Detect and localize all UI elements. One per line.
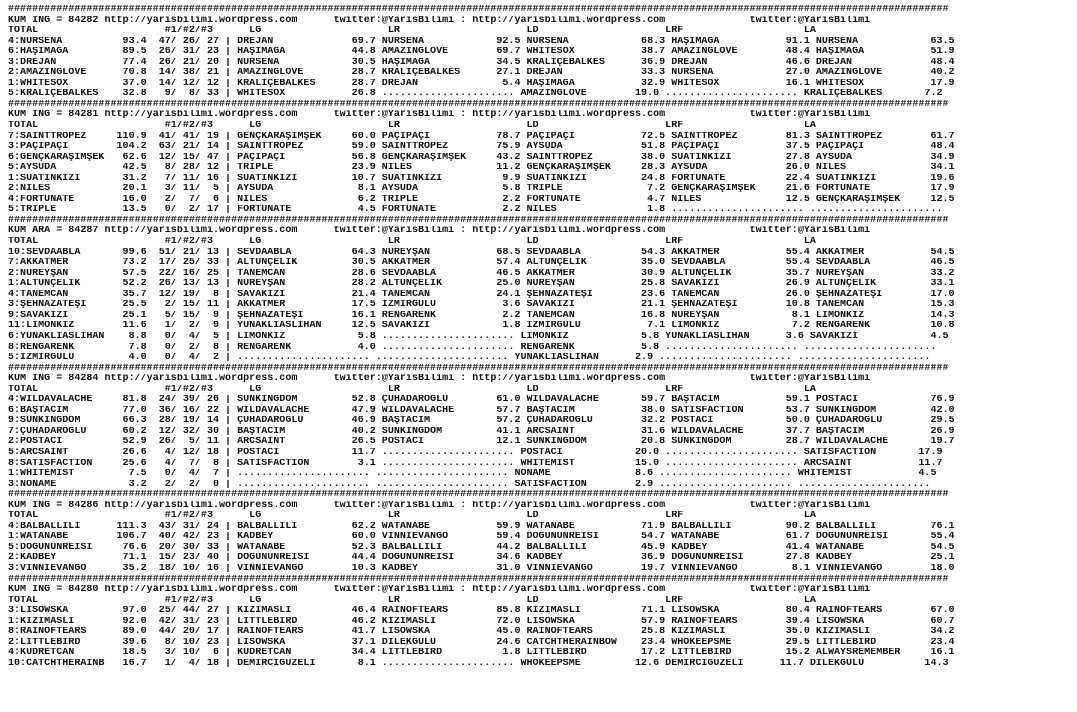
data-row: 1:KIZIMASLI 92.0 42/ 31/ 23 | LITTLEBIRD 46.2 KIZIMASLI 72.0 LISOWSKA 57.9 RAINOFTEARS 39.4 LISOWSKA 60.7	[8, 616, 955, 627]
race-header: KUM ING = 84280 http://yarisbilimi.wordpress.com twitter:@YarisBilimi : http://yarisbilimi.wordpress.com twitter:@YarisBilimi	[8, 585, 871, 596]
data-row: 4:TANEMCAN 35.7 12/ 19/ 8 | SAVAKİZİ 21.4 TANEMCAN 24.1 ŞEHNAZATEŞİ 23.6 TANEMCAN 26.0 ŞEHNAZATEŞİ 17.0	[8, 289, 955, 300]
data-row: 2:KADBEY 71.1 15/ 23/ 40 | DOĞUNUNREİSİ 44.4 DOĞUNUNREİSİ 34.6 KADBEY 36.9 DOĞUNUNREİSİ 27.8 KADBEY 25.1	[8, 553, 955, 564]
race-header: KUM ING = 84284 http://yarisbilimi.wordpress.com twitter:@YarisBilimi : http://yarisbilimi.wordpress.com twitter:@YarisBilimi	[8, 374, 871, 385]
section-separator: ############################################################################################################################################################	[8, 5, 949, 15]
data-row: 1:WHITESOX 37.0 14/ 12/ 12 | KRALIÇEBALKES 28.7 DREJAN 5.4 HAŞIMAĞA 32.9 WHITESOX 16.1 WHITESOX 17.9	[8, 78, 955, 89]
data-row: 3:NONAME 3.2 2/ 2/ 0 | ...................... ...................... SATISFACTION 2.9 ...................... ......................	[8, 479, 931, 490]
data-row: 10:CATCHTHERAINB 16.7 1/ 4/ 18 | DEMIRCIGÜZELİ 8.1 ...................... WHOKEEPSME 12.6 DEMIRCIGÜZELİ 11.7 DİLEKGÜLÜ 14.3	[8, 658, 949, 669]
data-row: 4:KUDRETCAN 18.5 3/ 10/ 6 | KUDRETCAN 34.4 LITTLEBIRD 1.8 LITTLEBIRD 17.2 LITTLEBIRD 15.2 ALWAYSREMEMBER 16.1	[8, 648, 955, 659]
data-row: 8:RAINOFTEARS 89.0 44/ 20/ 17 | RAINOFTEARS 41.7 LISOWSKA 45.0 RAINOFTEARS 25.8 KIZIMASLI 35.0 KIZIMASLI 34.2	[8, 627, 955, 638]
data-row: 8:RENGARENK 7.8 0/ 2/ 8 | RENGARENK 4.0 ...................... RENGARENK 5.8 ...................... ......................	[8, 342, 937, 353]
data-row: 7:SAINTTROPEZ 110.9 41/ 41/ 19 | GENÇKARAŞIMŞEK 60.0 PAÇIPAÇI 78.7 PAÇIPAÇI 72.5 SAINTTROPEZ 81.3 SAINTTROPEZ 61.7	[8, 131, 955, 142]
data-row: 2:NILES 20.1 3/ 11/ 5 | AYSUDA 8.1 AYSUDA 5.8 TRIPLE 7.2 GENÇKARAŞIMŞEK 21.6 FORTUNATE 17.9	[8, 184, 955, 195]
column-header-row: TOTAL #1/#2/#3 LG LR LD LRF LA	[8, 384, 816, 395]
column-header-row: TOTAL #1/#2/#3 LG LR LD LRF LA	[8, 121, 816, 132]
data-row: 3:DREJAN 77.4 26/ 21/ 20 | NURSENA 30.5 HAŞIMAĞA 34.5 KRALIÇEBALKES 36.9 DREJAN 46.6 DREJAN 48.4	[8, 57, 955, 68]
data-row: 11:LİMONKIZ 11.6 1/ 2/ 9 | YUNAKLIASLIHAN 12.5 SAVAKİZİ 1.8 İZMİRGÜLÜ 7.1 LİMONKIZ 7.2 RENGARENK 10.8	[8, 321, 955, 332]
data-row: 6:YUNAKLIASLIHAN 8.8 0/ 4/ 5 | LİMONKIZ 5.8 ...................... LİMONKIZ 5.8 YUNAKLIASLIHAN 3.6 SAVAKİZİ 4.5	[8, 331, 949, 342]
data-row: 2:POSTACI 52.9 26/ 5/ 11 | ARCSAINT 26.5 POSTACI 12.1 SUNKINGDOM 20.8 SUNKINGDOM 28.7 WILDAVALACHE 19.7	[8, 437, 955, 448]
section-separator: ############################################################################################################################################################	[8, 99, 949, 110]
data-row: 5:AYSUDA 42.5 8/ 28/ 12 | TRIPLE 23.9 NILES 11.2 GENÇKARAŞIMŞEK 28.3 AYSUDA 26.0 NILES 34.1	[8, 163, 955, 174]
data-row: 7:ÇUHADAROĞLU 60.2 12/ 32/ 30 | BAŞTACIM 40.2 SUNKINGDOM 41.1 ARCSAINT 31.6 WILDAVALACHE 37.7 BAŞTACIM 26.9	[8, 426, 955, 437]
data-row: 5:DOĞUNUNREİSİ 76.6 20/ 30/ 33 | WATANABE 52.3 BALBALLILI 44.2 BALBALLILI 45.9 KADBEY 41.4 WATANABE 54.5	[8, 542, 955, 553]
data-row: 1:ALTUNÇELİK 52.2 26/ 13/ 13 | NUREYŞAN 28.2 ALTUNÇELİK 25.0 NUREYŞAN 25.8 SAVAKİZİ 26.9 ALTUNÇELİK 33.1	[8, 279, 955, 290]
data-row: 5:İZMİRGÜLÜ 4.0 0/ 4/ 2 | ...................... ...................... YUNAKLIASLIHAN 2.9 ...................... ......................	[8, 353, 931, 364]
data-row: 5:ARCSAINT 26.6 4/ 12/ 18 | POSTACI 11.7 ...................... POSTACI 20.0 ...................... SATISFACTION 17.9	[8, 447, 943, 458]
data-row: 2:NUREYŞAN 57.5 22/ 16/ 25 | TANEMCAN 28.6 SEVDAABLA 46.5 AKKATMER 30.9 ALTUNÇELİK 35.7 NUREYŞAN 33.2	[8, 268, 955, 279]
section-separator: ############################################################################################################################################################	[8, 574, 949, 585]
data-row: 2:LITTLEBIRD 39.6 8/ 10/ 23 | LISOWSKA 37.1 DİLEKGÜLÜ 24.6 CATCHTHERAINBOW 23.4 WHOKEEPSME 29.5 LITTLEBIRD 23.4	[8, 637, 955, 648]
data-row: 6:BAŞTACIM 77.0 36/ 16/ 22 | WILDAVALACHE 47.9 WILDAVALACHE 57.7 BAŞTACIM 38.0 SATISFACTION 53.7 SUNKINGDOM 42.0	[8, 405, 955, 416]
data-row: 10:SEVDAABLA 99.6 51/ 21/ 13 | SEVDAABLA 64.3 NUREYŞAN 68.5 SEVDAABLA 54.3 AKKATMER 55.4 AKKATMER 54.5	[8, 247, 955, 258]
data-row: 3:LISOWSKA 97.0 25/ 44/ 27 | KIZIMASLI 46.4 RAINOFTEARS 85.8 KIZIMASLI 71.1 LISOWSKA 80.4 RAINOFTEARS 67.0	[8, 606, 955, 617]
data-row: 4:BALBALLILI 111.3 43/ 31/ 24 | BALBALLILI 62.2 WATANABE 59.9 WATANABE 71.9 BALBALLILI 90.2 BALBALLILI 76.1	[8, 521, 955, 532]
column-header-row: TOTAL #1/#2/#3 LG LR LD LRF LA	[8, 237, 816, 248]
data-row: 5:KRALIÇEBALKES 32.8 9/ 8/ 33 | WHITESOX 26.8 ...................... AMAZINGLOVE 19.0 ...................... KRALIÇEBALKES 7.2	[8, 89, 943, 100]
section-separator: ############################################################################################################################################################	[8, 215, 949, 226]
data-row: 2:AMAZINGLOVE 70.8 14/ 38/ 21 | AMAZINGLOVE 28.7 KRALIÇEBALKES 27.1 DREJAN 33.3 NURSENA 27.0 AMAZINGLOVE 40.2	[8, 68, 955, 79]
column-header-row: TOTAL #1/#2/#3 LG LR LD LRF LA	[8, 26, 816, 37]
data-row: 3:PAÇIPAÇI 104.2 63/ 21/ 14 | SAINTTROPEZ 59.0 SAINTTROPEZ 75.9 AYSUDA 51.8 PAÇIPAÇI 37.5 PAÇIPAÇI 48.4	[8, 142, 955, 153]
data-row: 4:WILDAVALACHE 81.8 24/ 39/ 26 | SUNKINGDOM 52.8 ÇUHADAROĞLU 61.0 WILDAVALACHE 59.7 BAŞTACIM 59.1 POSTACI 76.9	[8, 395, 955, 406]
race-statistics-document	[8, 5, 1076, 669]
data-row: 6:GENÇKARAŞIMŞEK 62.6 12/ 15/ 47 | PAÇIPAÇI 56.8 GENÇKARAŞIMŞEK 43.2 SAINTTROPEZ 38.0 SUATINKIZI 27.8 AYSUDA 34.9	[8, 152, 955, 163]
column-header-row: TOTAL #1/#2/#3 LG LR LD LRF LA	[8, 511, 816, 522]
race-header: KUM ING = 84282 http://yarisbilimi.wordpress.com twitter:@YarisBilimi : http://yarisbilimi.wordpress.com twitter:@YarisBilimi	[8, 15, 871, 26]
data-row: 9:SAVAKİZİ 25.1 5/ 15/ 9 | ŞEHNAZATEŞİ 16.1 RENGARENK 2.2 TANEMCAN 16.8 NUREYŞAN 8.1 LİMONKIZ 14.3	[8, 310, 955, 321]
section-separator: ############################################################################################################################################################	[8, 490, 949, 501]
column-header-row: TOTAL #1/#2/#3 LG LR LD LRF LA	[8, 595, 816, 606]
data-row: 1:SUATINKIZI 31.2 7/ 11/ 16 | SUATINKIZI 10.7 SUATINKIZI 9.9 SUATINKIZI 24.8 FORTUNATE 22.4 SUATINKIZI 19.6	[8, 173, 955, 184]
data-row: 1:WHITEMIST 7.5 0/ 4/ 7 | ...................... ...................... NONAME 8.6 ...................... WHITEMIST 4.5	[8, 469, 937, 480]
data-row: 9:SUNKINGDOM 66.3 28/ 19/ 14 | ÇUHADAROĞLU 46.9 BAŞTACIM 57.2 ÇUHADAROĞLU 32.2 POSTACI 50.0 ÇUHADAROĞLU 29.5	[8, 416, 955, 427]
data-row: 5:TRIPLE 13.5 0/ 2/ 17 | FORTUNATE 4.5 FORTUNATE 2.2 NILES 1.8 ...................... ......................	[8, 205, 943, 216]
data-row: 6:HAŞIMAĞA 89.5 26/ 31/ 23 | HAŞIMAĞA 44.8 AMAZINGLOVE 69.7 WHITESOX 38.7 AMAZINGLOVE 48.4 HAŞIMAĞA 51.9	[8, 47, 955, 58]
data-row: 3:VINNIEVANGO 35.2 18/ 10/ 16 | VINNIEVANGO 10.3 KADBEY 31.0 VINNIEVANGO 19.7 VINNIEVANGO 8.1 VINNIEVANGO 18.0	[8, 563, 955, 574]
data-row: 7:AKKATMER 73.2 17/ 25/ 33 | ALTUNÇELİK 30.5 AKKATMER 57.4 ALTUNÇELİK 35.0 SEVDAABLA 55.4 SEVDAABLA 46.5	[8, 258, 955, 269]
race-header: KUM ING = 84286 http://yarisbilimi.wordpress.com twitter:@YarisBilimi : http://yarisbilimi.wordpress.com twitter:@YarisBilimi	[8, 500, 871, 511]
data-row: 4:NURSENA 93.4 47/ 26/ 27 | DREJAN 69.7 NURSENA 92.5 NURSENA 68.3 HAŞIMAĞA 91.1 NURSENA 63.5	[8, 36, 955, 47]
race-header: KUM ARA = 84287 http://yarisbilimi.wordpress.com twitter:@YarisBilimi : http://yarisbilimi.wordpress.com twitter:@YarisBilimi	[8, 226, 871, 237]
data-row: 4:FORTUNATE 16.0 2/ 7/ 6 | NILES 6.2 TRIPLE 2.2 FORTUNATE 4.7 NILES 12.5 GENÇKARAŞIMŞEK 12.5	[8, 194, 955, 205]
section-separator: ############################################################################################################################################################	[8, 363, 949, 374]
data-row: 3:ŞEHNAZATEŞİ 25.5 2/ 15/ 11 | AKKATMER 17.5 İZMİRGÜLÜ 3.6 SAVAKİZİ 21.1 ŞEHNAZATEŞİ 10.8 TANEMCAN 15.3	[8, 300, 955, 311]
race-header: KUM ING = 84281 http://yarisbilimi.wordpress.com twitter:@YarisBilimi : http://yarisbilimi.wordpress.com twitter:@YarisBilimi	[8, 110, 871, 121]
data-row: 1:WATANABE 106.7 40/ 42/ 23 | KADBEY 60.0 VINNIEVANGO 59.4 DOĞUNUNREİSİ 54.7 WATANABE 61.7 DOĞUNUNREİSİ 55.4	[8, 532, 955, 543]
data-row: 8:SATISFACTION 25.6 4/ 7/ 8 | SATISFACTION 3.1 ...................... WHITEMIST 15.0 ...................... ARCSAINT 11.7	[8, 458, 943, 469]
